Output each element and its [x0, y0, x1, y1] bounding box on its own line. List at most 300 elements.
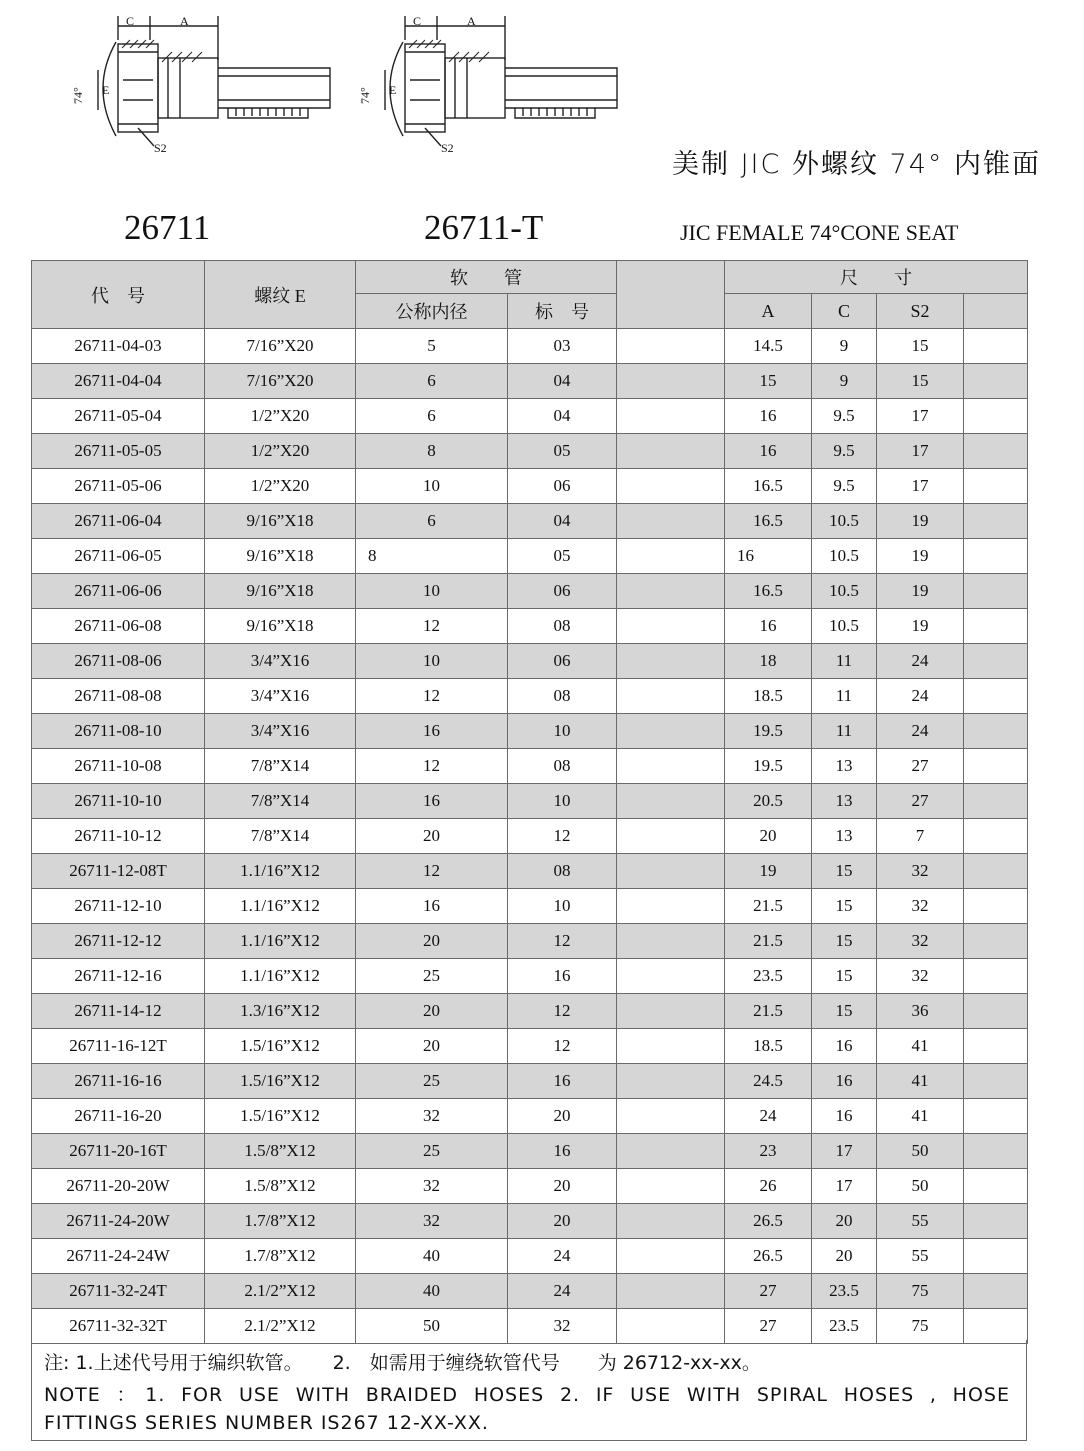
cell-code: 26711-10-08 [32, 749, 205, 784]
table-row [32, 644, 1028, 679]
cell-thread: 9/16”X18 [205, 609, 356, 644]
table-row [32, 1099, 1028, 1134]
cell-code: 26711-20-16T [32, 1134, 205, 1169]
cell-code: 26711-12-10 [32, 889, 205, 924]
cell-hose-id: 6 [356, 364, 508, 399]
cell-thread: 1.1/16”X12 [205, 959, 356, 994]
cell-code: 26711-14-12 [32, 994, 205, 1029]
cell-c: 13 [812, 784, 877, 819]
cell-hose-id: 5 [356, 329, 508, 364]
cell-code: 26711-05-04 [32, 399, 205, 434]
cell-thread: 2.1/2”X12 [205, 1309, 356, 1344]
cell-hose-id: 20 [356, 819, 508, 854]
table-row [32, 714, 1028, 749]
cell-hose-no: 08 [508, 854, 617, 889]
dim-e-label: E [389, 83, 397, 97]
cell-a: 27 [725, 1274, 812, 1309]
cell-s2: 19 [877, 539, 964, 574]
table-row [32, 399, 1028, 434]
cell-s2: 24 [877, 714, 964, 749]
cell-hose-no: 08 [508, 749, 617, 784]
cell-thread: 7/16”X20 [205, 329, 356, 364]
cell-thread: 1/2”X20 [205, 399, 356, 434]
cell-blank [617, 679, 725, 714]
cell-hose-no: 06 [508, 574, 617, 609]
cell-c: 17 [812, 1169, 877, 1204]
cell-thread: 3/4”X16 [205, 679, 356, 714]
cell-a: 16.5 [725, 574, 812, 609]
cell-code: 26711-06-04 [32, 504, 205, 539]
cell-blank [617, 714, 725, 749]
cell-s2: 75 [877, 1309, 964, 1344]
table-row [32, 1274, 1028, 1309]
cell-thread: 1.7/8”X12 [205, 1239, 356, 1274]
cell-blank-2 [964, 1274, 1028, 1309]
cell-blank [617, 1169, 725, 1204]
cell-code: 26711-06-08 [32, 609, 205, 644]
cell-s2: 50 [877, 1169, 964, 1204]
cell-hose-id: 20 [356, 1029, 508, 1064]
table-row [32, 609, 1028, 644]
header-c: C [812, 294, 877, 329]
cell-code: 26711-05-06 [32, 469, 205, 504]
cell-blank [617, 924, 725, 959]
cell-thread: 3/4”X16 [205, 714, 356, 749]
cell-a: 16.5 [725, 469, 812, 504]
cell-blank-2 [964, 994, 1028, 1029]
spec-table [31, 260, 1028, 1344]
cell-hose-id: 16 [356, 784, 508, 819]
cell-c: 15 [812, 994, 877, 1029]
cell-blank-2 [964, 854, 1028, 889]
cell-a: 18.5 [725, 1029, 812, 1064]
table-row [32, 364, 1028, 399]
fitting-drawing-26711 [68, 10, 338, 160]
cell-c: 9.5 [812, 469, 877, 504]
cell-blank [617, 1064, 725, 1099]
cell-c: 10.5 [812, 539, 877, 574]
cell-s2: 41 [877, 1029, 964, 1064]
cell-s2: 41 [877, 1099, 964, 1134]
cell-hose-no: 24 [508, 1274, 617, 1309]
cell-hose-no: 12 [508, 994, 617, 1029]
cell-c: 9.5 [812, 399, 877, 434]
cell-thread: 1.7/8”X12 [205, 1204, 356, 1239]
table-row [32, 1239, 1028, 1274]
cell-blank [617, 994, 725, 1029]
cell-thread: 3/4”X16 [205, 644, 356, 679]
cell-a: 21.5 [725, 889, 812, 924]
cell-c: 17 [812, 1134, 877, 1169]
table-row [32, 1204, 1028, 1239]
cell-thread: 1.5/16”X12 [205, 1029, 356, 1064]
cell-hose-no: 04 [508, 364, 617, 399]
cell-blank [617, 854, 725, 889]
cell-c: 15 [812, 959, 877, 994]
table-row [32, 504, 1028, 539]
cell-hose-no: 03 [508, 329, 617, 364]
cell-blank-2 [964, 924, 1028, 959]
table-row [32, 329, 1028, 364]
title-english: JIC FEMALE 74°CONE SEAT [680, 220, 959, 245]
cell-hose-id: 40 [356, 1239, 508, 1274]
cell-blank [617, 469, 725, 504]
cell-hose-id: 32 [356, 1099, 508, 1134]
cell-c: 20 [812, 1204, 877, 1239]
cell-hose-id: 20 [356, 924, 508, 959]
cell-a: 24 [725, 1099, 812, 1134]
cell-blank-2 [964, 1099, 1028, 1134]
cell-s2: 32 [877, 959, 964, 994]
cell-thread: 9/16”X18 [205, 539, 356, 574]
cell-hose-id: 40 [356, 1274, 508, 1309]
cell-hose-id: 25 [356, 1134, 508, 1169]
cell-hose-id: 25 [356, 959, 508, 994]
cell-a: 14.5 [725, 329, 812, 364]
cell-s2: 19 [877, 609, 964, 644]
cell-hose-no: 16 [508, 959, 617, 994]
cell-a: 15 [725, 364, 812, 399]
cell-blank-2 [964, 889, 1028, 924]
cell-code: 26711-32-24T [32, 1274, 205, 1309]
cell-blank-2 [964, 1239, 1028, 1274]
cell-s2: 19 [877, 574, 964, 609]
cell-blank-2 [964, 399, 1028, 434]
header-hose: 软 管 [356, 261, 617, 294]
header-thread: 螺纹 E [205, 261, 356, 329]
angle-label: 74° [71, 87, 85, 104]
cell-hose-no: 04 [508, 399, 617, 434]
model-number-26711-t: 26711-T [424, 208, 544, 247]
cell-blank [617, 1134, 725, 1169]
dim-c-label: C [413, 14, 422, 28]
header-blank-2 [964, 294, 1028, 329]
cell-c: 10.5 [812, 504, 877, 539]
dim-a-label: A [180, 14, 189, 28]
cell-hose-no: 20 [508, 1204, 617, 1239]
cell-c: 11 [812, 679, 877, 714]
cell-hose-id: 20 [356, 994, 508, 1029]
hex-label: S2 [441, 141, 454, 155]
table-row [32, 784, 1028, 819]
table-row [32, 469, 1028, 504]
cell-hose-no: 04 [508, 504, 617, 539]
cell-code: 26711-12-16 [32, 959, 205, 994]
cell-hose-id: 12 [356, 679, 508, 714]
cell-blank [617, 1099, 725, 1134]
cell-blank [617, 434, 725, 469]
cell-hose-id: 12 [356, 749, 508, 784]
header-a: A [725, 294, 812, 329]
cell-a: 23.5 [725, 959, 812, 994]
cell-blank-2 [964, 609, 1028, 644]
cell-blank [617, 1309, 725, 1344]
cell-c: 20 [812, 1239, 877, 1274]
cell-a: 19.5 [725, 714, 812, 749]
cell-c: 9.5 [812, 434, 877, 469]
cell-s2: 17 [877, 434, 964, 469]
notes-box [31, 1340, 1027, 1441]
cell-blank [617, 819, 725, 854]
cell-hose-id: 8 [356, 539, 508, 574]
cell-s2: 36 [877, 994, 964, 1029]
cell-blank [617, 1239, 725, 1274]
cell-code: 26711-08-06 [32, 644, 205, 679]
cell-thread: 1.5/8”X12 [205, 1134, 356, 1169]
cell-code: 26711-20-20W [32, 1169, 205, 1204]
cell-hose-id: 12 [356, 609, 508, 644]
cell-a: 18.5 [725, 679, 812, 714]
cell-thread: 9/16”X18 [205, 574, 356, 609]
cell-hose-id: 10 [356, 469, 508, 504]
cell-thread: 1.3/16”X12 [205, 994, 356, 1029]
cell-code: 26711-10-10 [32, 784, 205, 819]
cell-s2: 41 [877, 1064, 964, 1099]
cell-blank [617, 329, 725, 364]
cell-code: 26711-32-32T [32, 1309, 205, 1344]
table-row [32, 924, 1028, 959]
cell-hose-id: 6 [356, 504, 508, 539]
cell-blank [617, 784, 725, 819]
cell-code: 26711-04-04 [32, 364, 205, 399]
cell-thread: 7/16”X20 [205, 364, 356, 399]
cell-thread: 2.1/2”X12 [205, 1274, 356, 1309]
cell-a: 16 [725, 539, 812, 574]
cell-hose-id: 32 [356, 1169, 508, 1204]
cell-a: 19.5 [725, 749, 812, 784]
dim-a-label: A [467, 14, 476, 28]
cell-blank-2 [964, 749, 1028, 784]
cell-thread: 1.5/8”X12 [205, 1169, 356, 1204]
header-dims: 尺 寸 [725, 261, 1028, 294]
cell-hose-id: 50 [356, 1309, 508, 1344]
cell-hose-id: 25 [356, 1064, 508, 1099]
table-row [32, 434, 1028, 469]
cell-hose-id: 10 [356, 574, 508, 609]
model-number-26711: 26711 [124, 208, 211, 247]
title-chinese: 美制 JIC 外螺纹 74° 内锥面 [672, 149, 1041, 180]
cell-s2: 32 [877, 854, 964, 889]
cell-thread: 1.1/16”X12 [205, 924, 356, 959]
cell-c: 15 [812, 924, 877, 959]
cell-s2: 32 [877, 924, 964, 959]
cell-thread: 7/8”X14 [205, 784, 356, 819]
cell-a: 16 [725, 609, 812, 644]
cell-blank [617, 504, 725, 539]
cell-c: 16 [812, 1099, 877, 1134]
cell-s2: 15 [877, 364, 964, 399]
cell-a: 26.5 [725, 1239, 812, 1274]
dim-e-label: E [102, 83, 110, 97]
cell-blank [617, 889, 725, 924]
cell-c: 23.5 [812, 1274, 877, 1309]
cell-hose-id: 12 [356, 854, 508, 889]
cell-blank-2 [964, 574, 1028, 609]
cell-code: 26711-06-05 [32, 539, 205, 574]
cell-code: 26711-16-12T [32, 1029, 205, 1064]
cell-s2: 17 [877, 469, 964, 504]
table-row [32, 994, 1028, 1029]
cell-thread: 1.5/16”X12 [205, 1064, 356, 1099]
cell-blank [617, 539, 725, 574]
cell-s2: 32 [877, 889, 964, 924]
cell-hose-id: 6 [356, 399, 508, 434]
cell-blank-2 [964, 434, 1028, 469]
cell-hose-id: 16 [356, 889, 508, 924]
cell-blank [617, 749, 725, 784]
cell-thread: 7/8”X14 [205, 749, 356, 784]
cell-c: 23.5 [812, 1309, 877, 1344]
cell-hose-id: 32 [356, 1204, 508, 1239]
cell-hose-no: 06 [508, 469, 617, 504]
cell-a: 23 [725, 1134, 812, 1169]
cell-blank [617, 364, 725, 399]
cell-blank [617, 1204, 725, 1239]
table-row [32, 854, 1028, 889]
cell-c: 16 [812, 1064, 877, 1099]
header-hose-id: 公称内径 [356, 294, 508, 329]
cell-code: 26711-12-12 [32, 924, 205, 959]
cell-hose-no: 24 [508, 1239, 617, 1274]
cell-a: 16.5 [725, 504, 812, 539]
cell-hose-no: 32 [508, 1309, 617, 1344]
cell-blank-2 [964, 504, 1028, 539]
cell-a: 27 [725, 1309, 812, 1344]
cell-s2: 15 [877, 329, 964, 364]
cell-c: 10.5 [812, 574, 877, 609]
cell-s2: 24 [877, 679, 964, 714]
table-row [32, 749, 1028, 784]
cell-thread: 1/2”X20 [205, 434, 356, 469]
cell-blank-2 [964, 364, 1028, 399]
table-row [32, 889, 1028, 924]
cell-a: 16 [725, 434, 812, 469]
cell-blank [617, 609, 725, 644]
cell-thread: 1.1/16”X12 [205, 854, 356, 889]
cell-a: 21.5 [725, 994, 812, 1029]
angle-label: 74° [358, 87, 372, 104]
cell-blank-2 [964, 1309, 1028, 1344]
cell-s2: 27 [877, 784, 964, 819]
cell-blank-2 [964, 644, 1028, 679]
header-s2: S2 [877, 294, 964, 329]
cell-blank-2 [964, 1134, 1028, 1169]
cell-a: 19 [725, 854, 812, 889]
cell-a: 20 [725, 819, 812, 854]
cell-code: 26711-08-10 [32, 714, 205, 749]
note-cn-2: 2. 如需用于缠绕软管代号 为 26712-xx-xx。 [332, 1352, 761, 1374]
table-row [32, 1134, 1028, 1169]
cell-a: 20.5 [725, 784, 812, 819]
cell-hose-no: 10 [508, 889, 617, 924]
cell-blank-2 [964, 819, 1028, 854]
cell-hose-no: 08 [508, 609, 617, 644]
cell-c: 13 [812, 819, 877, 854]
cell-blank-2 [964, 1029, 1028, 1064]
cell-blank-2 [964, 1204, 1028, 1239]
cell-s2: 17 [877, 399, 964, 434]
cell-c: 15 [812, 854, 877, 889]
cell-code: 26711-16-16 [32, 1064, 205, 1099]
cell-blank [617, 574, 725, 609]
fitting-drawing-26711-t [355, 10, 625, 160]
cell-c: 11 [812, 644, 877, 679]
cell-hose-no: 20 [508, 1169, 617, 1204]
table-row [32, 1169, 1028, 1204]
cell-a: 26.5 [725, 1204, 812, 1239]
cell-code: 26711-08-08 [32, 679, 205, 714]
cell-hose-no: 12 [508, 819, 617, 854]
cell-thread: 1/2”X20 [205, 469, 356, 504]
cell-hose-no: 16 [508, 1134, 617, 1169]
cell-code: 26711-24-24W [32, 1239, 205, 1274]
cell-hose-id: 16 [356, 714, 508, 749]
cell-s2: 55 [877, 1239, 964, 1274]
note-chinese [44, 1348, 791, 1375]
cell-blank [617, 399, 725, 434]
cell-c: 9 [812, 364, 877, 399]
cell-blank [617, 1274, 725, 1309]
cell-c: 15 [812, 889, 877, 924]
cell-c: 11 [812, 714, 877, 749]
cell-hose-id: 10 [356, 644, 508, 679]
header-hose-no: 标 号 [508, 294, 617, 329]
cell-blank-2 [964, 539, 1028, 574]
note-cn-1: 注: 1.上述代号用于编织软管。 [44, 1352, 303, 1374]
table-row [32, 1309, 1028, 1344]
cell-hose-no: 05 [508, 434, 617, 469]
cell-a: 24.5 [725, 1064, 812, 1099]
cell-code: 26711-06-06 [32, 574, 205, 609]
note-english-line1: NOTE ：1. FOR USE WITH BRAIDED HOSES 2. IF USE WITH SPIRAL HOSES , HOSE [44, 1384, 1010, 1406]
note-english-line2: FITTINGS SERIES NUMBER IS267 12-XX-XX. [44, 1412, 489, 1434]
cell-blank-2 [964, 469, 1028, 504]
cell-s2: 7 [877, 819, 964, 854]
cell-code: 26711-04-03 [32, 329, 205, 364]
cell-s2: 55 [877, 1204, 964, 1239]
table-row [32, 679, 1028, 714]
cell-code: 26711-12-08T [32, 854, 205, 889]
cell-s2: 19 [877, 504, 964, 539]
cell-blank-2 [964, 679, 1028, 714]
cell-s2: 24 [877, 644, 964, 679]
cell-hose-no: 16 [508, 1064, 617, 1099]
cell-a: 18 [725, 644, 812, 679]
cell-blank-2 [964, 784, 1028, 819]
cell-c: 16 [812, 1029, 877, 1064]
cell-blank-2 [964, 329, 1028, 364]
header-code: 代 号 [32, 261, 205, 329]
cell-a: 16 [725, 399, 812, 434]
cell-c: 13 [812, 749, 877, 784]
table-row [32, 539, 1028, 574]
cell-code: 26711-24-20W [32, 1204, 205, 1239]
cell-blank [617, 644, 725, 679]
cell-code: 26711-10-12 [32, 819, 205, 854]
table-row [32, 574, 1028, 609]
header-blank [617, 261, 725, 329]
cell-blank-2 [964, 959, 1028, 994]
cell-hose-no: 06 [508, 644, 617, 679]
cell-code: 26711-16-20 [32, 1099, 205, 1134]
table-row [32, 959, 1028, 994]
cell-thread: 9/16”X18 [205, 504, 356, 539]
cell-hose-no: 10 [508, 784, 617, 819]
cell-hose-no: 12 [508, 1029, 617, 1064]
cell-s2: 27 [877, 749, 964, 784]
cell-s2: 75 [877, 1274, 964, 1309]
cell-a: 26 [725, 1169, 812, 1204]
